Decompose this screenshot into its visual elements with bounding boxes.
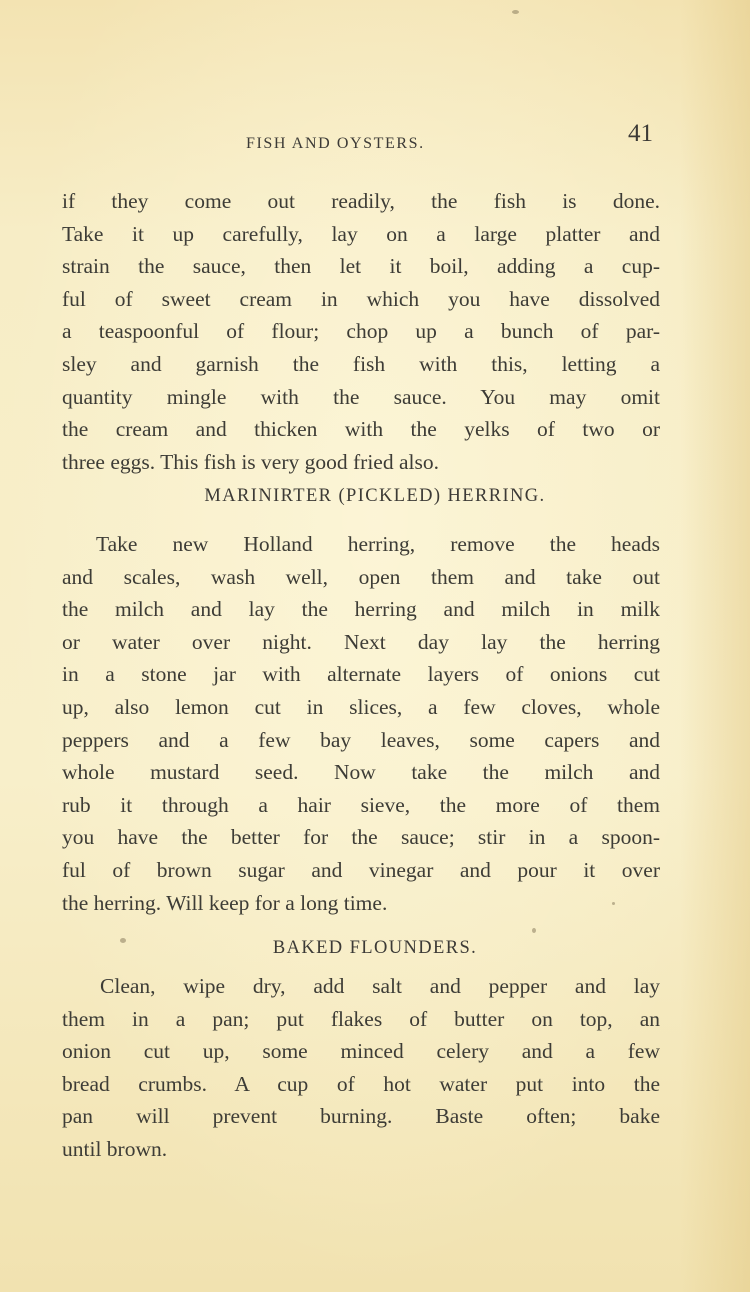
text-line: a teaspoonful of flour; chop up a bunch of par- <box>62 319 660 344</box>
text-line: ful of brown sugar and vinegar and pour it over <box>62 857 660 882</box>
page-number: 41 <box>628 120 653 147</box>
recipe-heading-herring: MARINIRTER (PICKLED) HERRING. <box>204 486 546 506</box>
text-line: until brown. <box>62 1136 168 1161</box>
text-line: if they come out readily, the fish is done. <box>62 189 660 213</box>
text-line: and scales, wash well, open them and take out <box>62 564 660 589</box>
recipe-body-herring <box>62 528 660 919</box>
text-line: Take new Holland herring, remove the heads <box>96 532 660 556</box>
text-line: bread crumbs. A cup of hot water put into the <box>62 1071 660 1096</box>
page-edge-shading <box>680 0 750 1292</box>
recipe-body-flounders <box>62 970 660 1166</box>
text-line: them in a pan; put flakes of butter on top, an <box>62 1006 660 1031</box>
text-line: the milch and lay the herring and milch in milk <box>62 597 660 622</box>
text-line: the herring. Will keep for a long time. <box>62 890 388 915</box>
text-line: onion cut up, some minced celery and a few <box>62 1039 660 1064</box>
text-line: three eggs. This fish is very good fried also. <box>62 449 439 474</box>
text-line: Clean, wipe dry, add salt and pepper and lay <box>100 974 660 998</box>
text-line: sley and garnish the fish with this, letting a <box>62 351 660 376</box>
text-line: peppers and a few bay leaves, some capers and <box>62 727 660 752</box>
text-line: ful of sweet cream in which you have dissolved <box>62 286 660 311</box>
text-line: Take it up carefully, lay on a large platter and <box>62 221 660 246</box>
text-line: or water over night. Next day lay the herring <box>62 629 660 654</box>
text-line: rub it through a hair sieve, the more of them <box>62 792 660 817</box>
paper-speck <box>512 10 519 14</box>
paper-speck <box>612 902 615 905</box>
text-line: strain the sauce, then let it boil, adding a cup- <box>62 254 660 279</box>
paper-speck <box>120 938 126 943</box>
paragraph-continuation <box>62 185 660 478</box>
text-line: whole mustard seed. Now take the milch and <box>62 760 660 785</box>
recipe-heading-flounders: BAKED FLOUNDERS. <box>272 938 478 958</box>
text-line: up, also lemon cut in slices, a few cloves, whole <box>62 694 660 719</box>
paper-speck <box>532 928 536 933</box>
text-line: you have the better for the sauce; stir in a spoon- <box>62 825 660 850</box>
text-line: the cream and thicken with the yelks of two or <box>62 417 660 442</box>
running-head: FISH AND OYSTERS. <box>246 135 425 152</box>
text-line: in a stone jar with alternate layers of onions cut <box>62 662 660 687</box>
text-line: quantity mingle with the sauce. You may omit <box>62 384 660 409</box>
text-line: pan will prevent burning. Baste often; bake <box>62 1104 660 1129</box>
